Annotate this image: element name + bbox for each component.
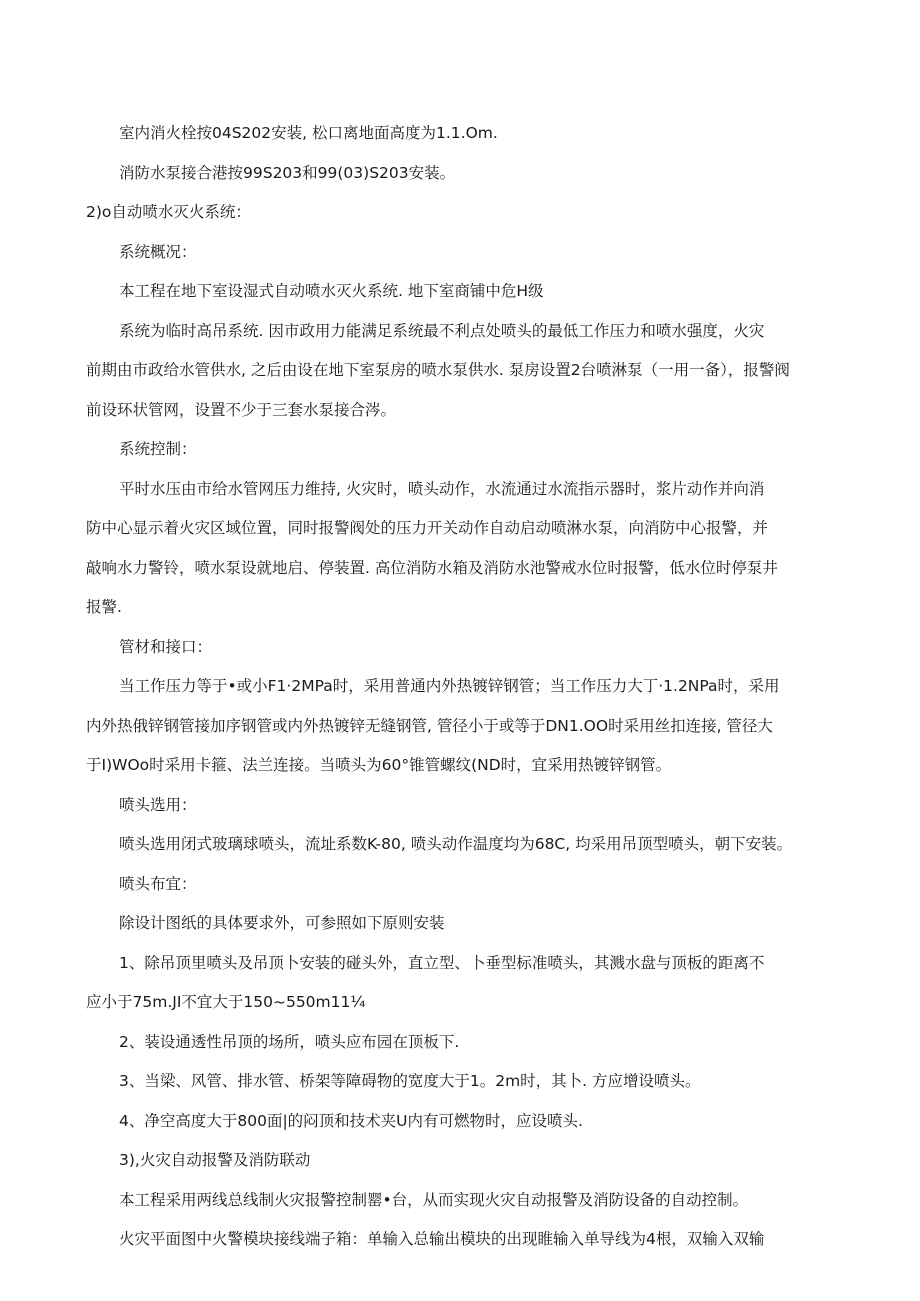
text-line: 除设计图纸的具体要求外，可参照如下原则安装	[119, 914, 445, 932]
text-line: 报警.	[86, 598, 122, 616]
text-line: 系统为临时高吊系统. 因市政用力能满足系统最不利点处喷头的最低工作压力和喷水强度，火灾	[119, 321, 765, 340]
text-line: 于I)WOo时采用卡箍、法兰连接。当喷头为60°锥管螺纹(ND时，宜采用热镀锌钢管。	[86, 756, 672, 774]
text-line: 应小于75m.JI不宜大于150~550m11¼	[86, 993, 366, 1011]
text-line: 敲响水力警铃，喷水泵设就地启、停装置. 高位消防水箱及消防水池警戒水位时报警，低水位时停泵井	[86, 558, 778, 577]
text-line: 前期由市政给水管供水, 之后由设在地下室泵房的喷水泵供水. 泵房设置2台喷淋泵（一用一备），报警阀	[86, 361, 790, 379]
text-line: 3),火灾自动报警及消防联动	[119, 1151, 311, 1169]
text-line: 系统控制：	[119, 440, 197, 458]
text-line: 2)o自动喷水灭火系统：	[86, 203, 251, 221]
text-line: 平时水压由市给水管网压力维持, 火灾时，喷头动作，水流通过水流指示器时，浆片动作并向消	[119, 479, 765, 498]
text-line: 系统概况：	[119, 242, 197, 261]
text-line: 2、装设通透性吊顶的场所，喷头应布园在顶板下.	[119, 1032, 460, 1051]
text-line: 室内消火栓按04S202安装, 松口离地面高度为1.1.Om.	[119, 124, 498, 142]
text-line: 火灾平面图中火警模块接线端子箱：单输入总输出模块的出现睢输入单导线为4根，双输入双输	[119, 1230, 765, 1248]
text-line: 4、净空高度大于800面|的闷顶和技术夹U内有可燃物时，应设喷头.	[119, 1111, 583, 1130]
text-line: 本工程采用两线总线制火灾报警控制罂•台，从而实现火灾自动报警及消防设备的自动控制。	[119, 1190, 749, 1209]
text-line: 本工程在地下室设湿式自动喷水灭火系统. 地下室商铺中危H级	[119, 282, 544, 300]
text-line: 内外热俄锌钢管接加序钢管或内外热镀锌无缝钢管, 管径小于或等于DN1.OO时采用丝扣连接, 管径大	[86, 716, 773, 735]
text-line: 当工作压力等于•或小F1·2MPa时，采用普通内外热镀锌钢管；当工作压力大丁·1.2NPa时，采用	[119, 677, 780, 695]
text-line: 前设环状管网，设置不少于三套水泵接合涔。	[86, 400, 397, 419]
text-line: 喷头选用闭式玻璃球喷头，流址系数K-80, 喷头动作温度均为68C, 均采用吊顶型喷头，朝下安装。	[119, 835, 793, 853]
text-line: 1、除吊顶里喷头及吊顶卜安装的碰头外，直立型、卜垂型标准喷头，其溅水盘与顶板的距离不	[119, 953, 765, 972]
text-line: 喷头布宜：	[119, 874, 197, 893]
text-line: 消防水泵接合港按99S203和99(03)S203安装。	[119, 163, 456, 182]
text-line: 防中心显示着火灾区域位置，同时报警阀处的压力开关动作自动启动喷淋水泵，向消防中心报警，并	[86, 519, 769, 537]
text-line: 管材和接口：	[119, 637, 213, 656]
text-line: 3、当梁、风管、排水管、桥架等障碍物的宽度大于1。2m时，其卜. 方应增设喷头。	[119, 1072, 701, 1090]
text-line: 喷头选用：	[119, 795, 197, 814]
